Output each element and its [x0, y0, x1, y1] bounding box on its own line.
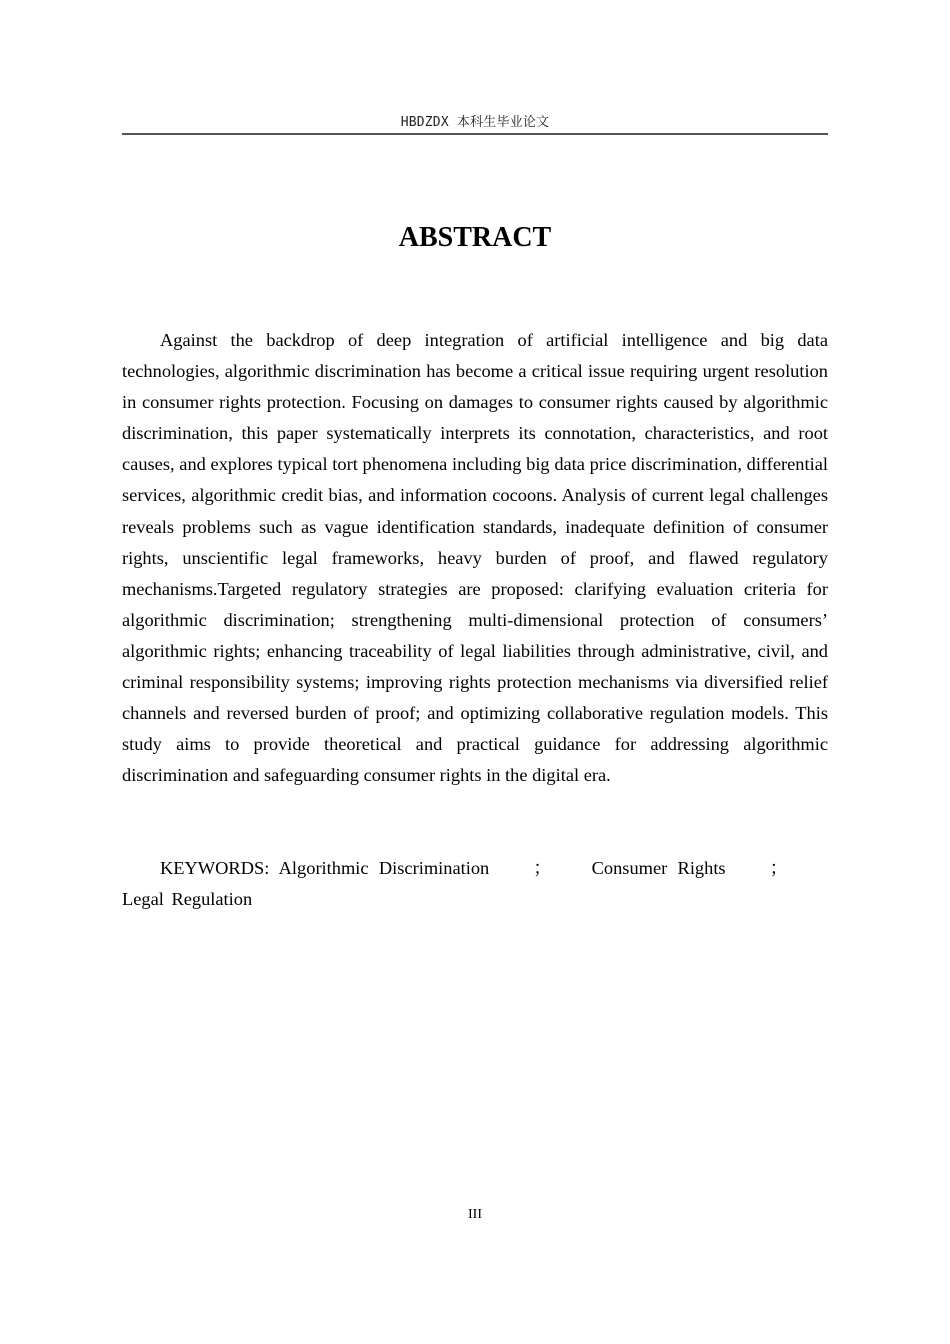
abstract-paragraph: Against the backdrop of deep integration of artificial intelligence and big data technologies, algorithmic discrimination has become a critical issue requiring urgent resolution in consumer rights protection. Focusing on damages to consumer rights caused by algorithmic discrimination, this paper systematically interprets its connotation, characteristics, and root causes, and explores typical tort phenomena including big data price discrimination, differential services, algorithmic credit bias, and information cocoons. Analysis of current legal challenges reveals problems such as vague identification standards, inadequate definition of consumer rights, unscientific legal frameworks, heavy burden of proof, and flawed regulatory mechanisms.Targeted regulatory strategies are proposed: clarifying evaluation criteria for algorithmic discrimination; strengthening multi-dimensional protection of consumers’ algorithmic rights; enhancing traceability of legal liabilities through administrative, civil, and criminal responsibility systems; improving rights protection mechanisms via diversified relief channels and reversed burden of proof; and optimizing collaborative regulation models. This study aims to provide theoretical and practical guidance for addressing algorithmic discrimination and safeguarding consumer rights in the digital era. [122, 330, 828, 786]
page-title: ABSTRACT [398, 222, 552, 253]
running-header: HBDZDX 本科生毕业论文 [400, 115, 550, 130]
keywords-paragraph [122, 853, 828, 915]
keyword-separator: ； [769, 858, 788, 878]
keyword-separator: ； [533, 858, 552, 878]
header-rule [122, 133, 828, 135]
page-number: III [468, 1207, 482, 1222]
keyword-item: Algorithmic Discrimination [278, 858, 490, 878]
keywords-label: KEYWORDS: [160, 858, 270, 878]
keyword-item: Consumer Rights [591, 858, 726, 878]
keyword-item: Legal Regulation [122, 889, 253, 910]
